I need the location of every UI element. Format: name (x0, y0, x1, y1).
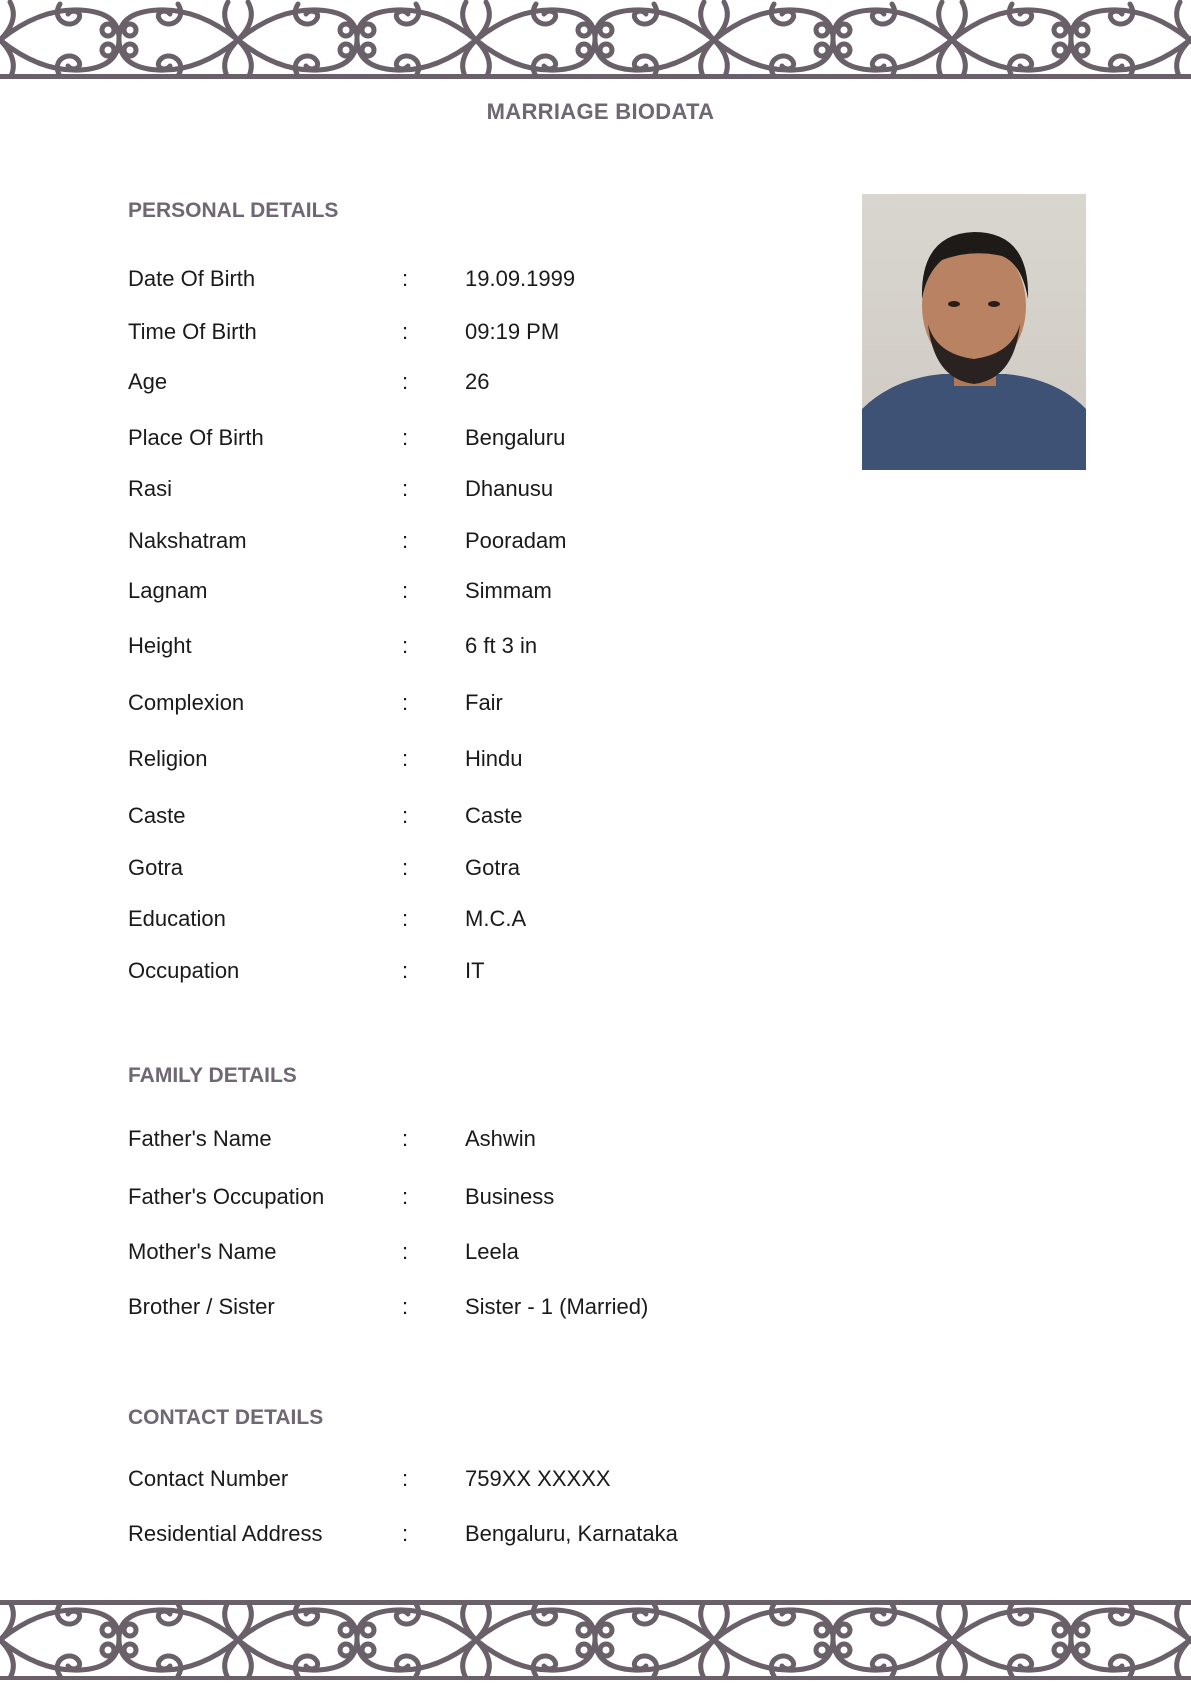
field-label: Lagnam (128, 578, 208, 603)
family-detail-row (0, 1294, 900, 1324)
separator-colon: : (402, 1466, 409, 1491)
personal-detail-row (0, 476, 900, 506)
separator-colon: : (402, 319, 409, 344)
contact-detail-row (0, 1521, 900, 1551)
personal-detail-row (0, 690, 900, 720)
field-value: Sister - 1 (Married) (465, 1294, 649, 1319)
separator-colon: : (402, 476, 409, 501)
field-label: Complexion (128, 690, 245, 715)
separator-colon: : (402, 746, 409, 771)
field-value: Fair (465, 690, 503, 715)
family-detail-row (0, 1239, 900, 1269)
field-label: Residential Address (128, 1521, 323, 1546)
field-value: Gotra (465, 855, 521, 880)
field-value: Business (465, 1184, 555, 1209)
separator-colon: : (402, 578, 409, 603)
field-value: 6 ft 3 in (465, 633, 538, 658)
field-label: Contact Number (128, 1466, 289, 1491)
field-value: 26 (465, 369, 490, 394)
separator-colon: : (402, 958, 409, 983)
personal-detail-row (0, 369, 900, 399)
top-ornamental-border (0, 0, 1191, 80)
field-label: Gotra (128, 855, 184, 880)
field-label: Nakshatram (128, 528, 247, 553)
contact-details-heading: CONTACT DETAILS (128, 1406, 324, 1429)
personal-detail-row (0, 855, 900, 885)
personal-detail-row (0, 633, 900, 663)
field-label: Caste (128, 803, 186, 828)
separator-colon: : (402, 1239, 409, 1264)
field-label: Occupation (128, 958, 240, 983)
separator-colon: : (402, 369, 409, 394)
field-value: 759XX XXXXX (465, 1466, 611, 1491)
personal-detail-row (0, 425, 900, 455)
field-value: Bengaluru, Karnataka (465, 1521, 678, 1546)
family-details-heading: FAMILY DETAILS (128, 1064, 297, 1087)
separator-colon: : (402, 425, 409, 450)
field-value: 19.09.1999 (465, 266, 576, 291)
separator-colon: : (402, 1521, 409, 1546)
personal-detail-row (0, 746, 900, 776)
separator-colon: : (402, 690, 409, 715)
field-label: Rasi (128, 476, 173, 501)
field-value: Caste (465, 803, 523, 828)
personal-detail-row (0, 266, 900, 296)
field-value: 09:19 PM (465, 319, 560, 344)
separator-colon: : (402, 855, 409, 880)
separator-colon: : (402, 1294, 409, 1319)
field-label: Place Of Birth (128, 425, 264, 450)
field-label: Time Of Birth (128, 319, 257, 344)
field-value: Dhanusu (465, 476, 554, 501)
personal-detail-row (0, 528, 900, 558)
field-label: Age (128, 369, 168, 394)
field-label: Religion (128, 746, 208, 771)
field-label: Education (128, 906, 226, 931)
separator-colon: : (402, 633, 409, 658)
field-label: Brother / Sister (128, 1294, 275, 1319)
contact-detail-row (0, 1466, 900, 1496)
personal-details-heading: PERSONAL DETAILS (128, 199, 339, 222)
field-label: Height (128, 633, 192, 658)
field-value: Bengaluru (465, 425, 566, 450)
field-value: Leela (465, 1239, 519, 1264)
separator-colon: : (402, 266, 409, 291)
field-value: Simmam (465, 578, 552, 603)
field-value: IT (465, 958, 485, 983)
personal-detail-row (0, 319, 900, 349)
separator-colon: : (402, 528, 409, 553)
separator-colon: : (402, 1184, 409, 1209)
separator-colon: : (402, 803, 409, 828)
field-value: Hindu (465, 746, 523, 771)
family-detail-row (0, 1126, 900, 1156)
personal-detail-row (0, 578, 900, 608)
document-title: MARRIAGE BIODATA (486, 99, 715, 124)
separator-colon: : (402, 1126, 409, 1151)
field-label: Date Of Birth (128, 266, 256, 291)
personal-detail-row (0, 906, 900, 936)
field-value: M.C.A (465, 906, 527, 931)
bottom-ornamental-border (0, 1600, 1191, 1680)
field-label: Mother's Name (128, 1239, 277, 1264)
family-detail-row (0, 1184, 900, 1214)
personal-detail-row (0, 958, 900, 988)
field-label: Father's Occupation (128, 1184, 325, 1209)
field-value: Pooradam (465, 528, 567, 553)
personal-detail-row (0, 803, 900, 833)
field-label: Father's Name (128, 1126, 272, 1151)
field-value: Ashwin (465, 1126, 536, 1151)
separator-colon: : (402, 906, 409, 931)
